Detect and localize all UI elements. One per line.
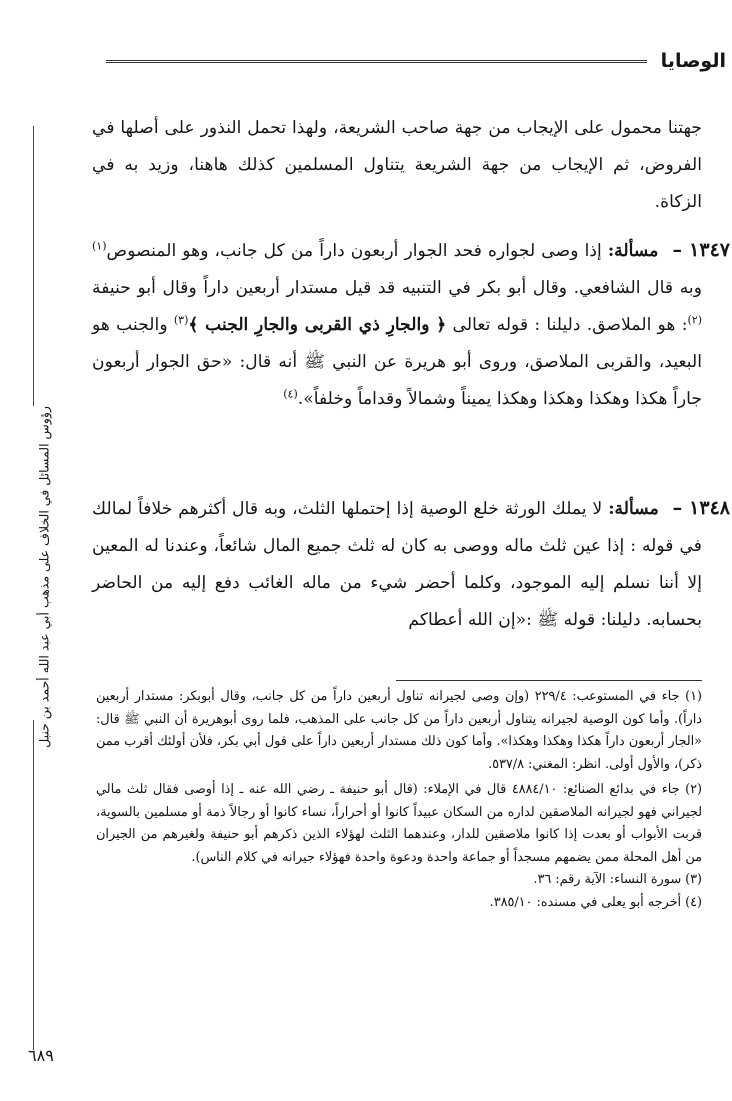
issue-1347	[92, 232, 730, 418]
footnote: (١) جاء في المستوعب: ٢٢٩/٤ (وإن وصى لجيرانه تناول أربعين داراً من كل جانب، وقال أبوبكر: مستدار أربعين داراً). وأما كون الوصية لجيرانه يتناول أربعين داراً من كل جانب على المذهب، فلما روى أبوهريرة أن النبي ﷺ قال: «الجار أربعون داراً هكذا وهكذا وهكذا». وأما كون ذلك مستدار أربعين داراً على قول أبي بكر، فلأن أولئك أقرب ممن ذكر)، والأول أولى. انظر: المغني: ٥٣٧/٨.	[96, 689, 702, 772]
side-book-title-text: رؤوس المسائل في الخلاف على مذهب أبي عبد الله أحمد بن حنبل	[36, 406, 52, 748]
paragraph-text: جهتنا محمول على الإيجاب من جهة صاحب الشريعة، ولهذا تحمل النذور على أصلها في الفروض، ثم الإيجاب من جهة الشريعة يتناول المسلمين كذلك هاهنا، وزيد به في الزكاة.	[92, 118, 702, 212]
issue-text: : هو الملاصق. دليلنا : قوله تعالى	[452, 315, 688, 335]
footnote-ref[interactable]: (٢)	[687, 313, 703, 327]
issue-1348	[92, 490, 730, 639]
issue-text: لا يملك الورثة خلع الوصية إذا إحتملها الثلث، وبه قال أكثرهم خلافاً لمالك في قوله : إذا عين ثلث ماله ووصى به كان له ثلث جميع المال شائعاً، وعندنا له المعين إلا أننا نسلم إليه الموجود، وكلما أحضر شيء من ماله الغائب دفع إليه من الحاضر بحسابه. دليلنا: قوله ﷺ :«إن الله أعطاكم	[92, 499, 702, 630]
side-rule	[33, 720, 34, 1050]
issue-number: ١٣٤٨ –	[672, 497, 730, 519]
footnote-ref[interactable]: (١)	[92, 239, 107, 253]
footnotes	[96, 686, 702, 914]
footnote-separator	[396, 680, 702, 681]
footnote: (٣) سورة النساء: الآية رقم: ٣٦.	[533, 872, 702, 887]
header-rule	[106, 60, 647, 63]
issue-number: ١٣٤٧ –	[672, 239, 730, 261]
footnote-ref[interactable]: (٤)	[283, 387, 298, 401]
footnote-ref[interactable]: (٣)	[173, 313, 189, 327]
page-number: ٦٨٩	[28, 1046, 54, 1065]
paragraph-continuation	[92, 110, 702, 221]
footnote: (٢) جاء في بدائع الصنائع: ٤٨٨٤/١٠ قال في الإملاء: (قال أبو حنيفة ـ رضي الله عنه ـ إذا أوصى فقال ثلث مالي لجيراني فهو لجيرانه الملاصقين لداره من السكان عبيداً كانوا أو أحراراً، نساء كانوا أو رجالاً ذمة أو مسلمين بالسوية، قربت الأبواب أو بعدت إذا كانوا ملاصقين للدار، وعندهما الثلث لهؤلاء الذين ذكرهم أبو حنيفة ولغيرهم من الجيران من أهل المحلة ممن يضمهم مسجداً أو جماعة واحدة ودعوة واحدة فهؤلاء جيرانه في كلام الناس).	[96, 782, 702, 865]
issue-label: مسألة:	[608, 499, 659, 519]
issue-text: والجنب هو البعيد، والقربى الملاصق، وروى أبو هريرة عن النبي ﷺ أنه قال: «حق الجوار أربعون جاراً هكذا وهكذا وهكذا وهكذا يميناً وشمالاً وقداماً وخلفاً».	[92, 315, 702, 409]
issue-label: مسألة:	[607, 241, 659, 261]
running-head	[106, 46, 726, 76]
issue-text: وبه قال الشافعي. وقال أبو بكر في التنبيه قد قيل مستدار أربعين داراً وقال أبو حنيفة	[92, 278, 702, 298]
side-rule	[33, 126, 34, 406]
quran-quote: ﴿ والجارِ ذي القربى والجارِ الجنب ﴾	[188, 315, 447, 335]
footnote: (٤) أخرجه أبو يعلى في مسنده: ٣٨٥/١٠.	[489, 894, 702, 910]
chapter-title: الوصايا	[660, 50, 726, 72]
issue-text: إذا وصى لجواره فحد الجوار أربعون داراً من كل جانب، وهو المنصوص	[106, 241, 602, 261]
